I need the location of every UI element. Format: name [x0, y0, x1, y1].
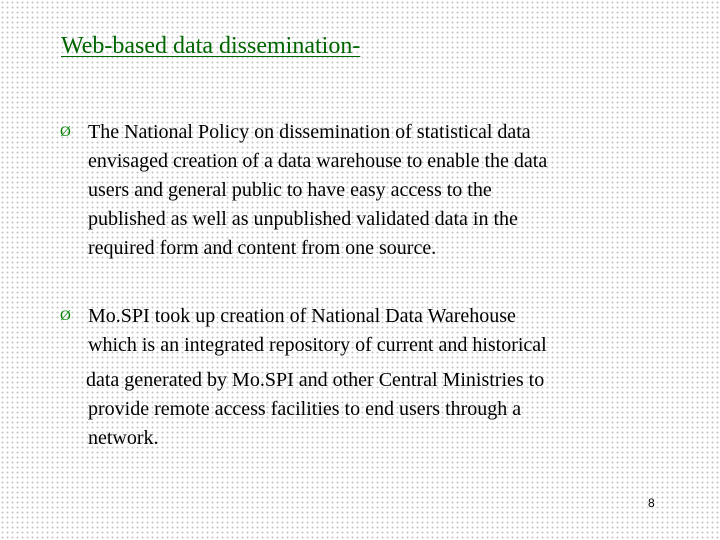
bullet-item	[60, 118, 680, 263]
bullet-text-line: network.	[88, 427, 159, 449]
bullet-text-line: users and general public to have easy access to the	[88, 179, 492, 201]
bullet-text-line: The National Policy on dissemination of statistical data	[88, 121, 531, 143]
bullet-text-line: Mo.SPI took up creation of National Data Warehouse	[88, 305, 516, 327]
bullet-list	[60, 118, 680, 453]
bullet-text-line: provide remote access facilities to end users through a	[88, 398, 522, 420]
bullet-text-line: data generated by Mo.SPI and other Central Ministries to	[86, 369, 545, 391]
page-number: 8	[648, 496, 655, 510]
arrow-bullet-icon: Ø	[60, 124, 71, 140]
bullet-text-line: published as well as unpublished validated data in the	[88, 208, 518, 230]
bullet-text-line: required form and content from one source.	[88, 237, 437, 259]
arrow-bullet-icon: Ø	[60, 308, 71, 324]
bullet-text-line: which is an integrated repository of current and historical	[88, 334, 547, 356]
bullet-item	[60, 302, 680, 453]
slide-title: Web-based data dissemination-	[61, 33, 361, 59]
bullet-text-line: envisaged creation of a data warehouse to enable the data	[88, 150, 548, 172]
